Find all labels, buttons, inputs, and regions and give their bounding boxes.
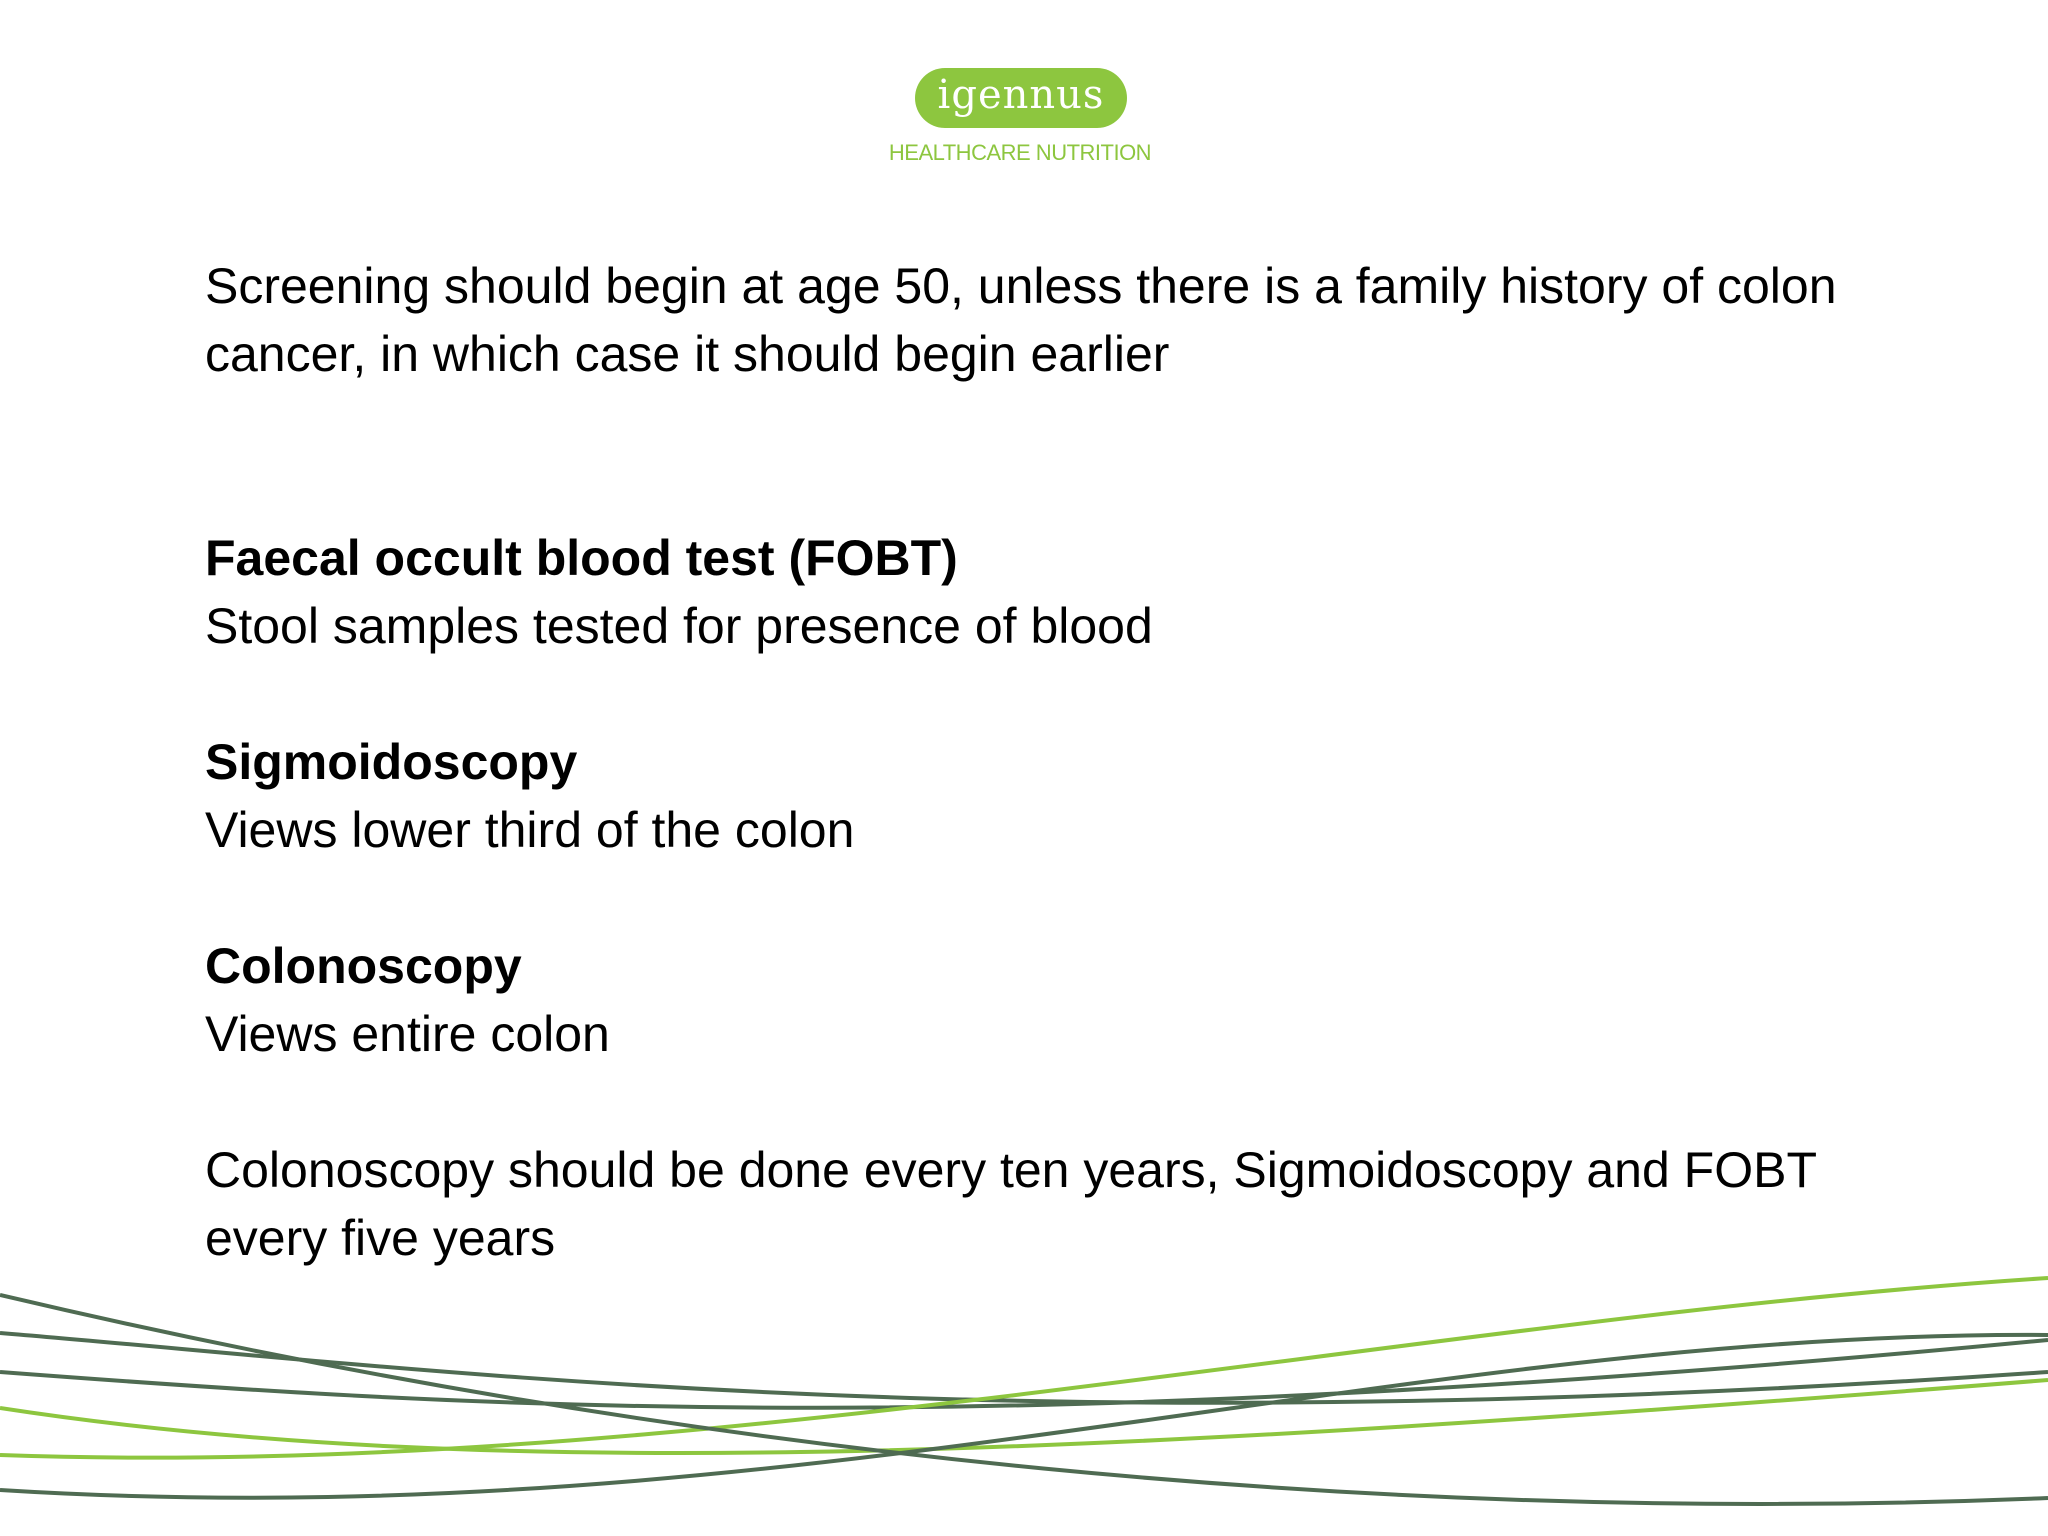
logo-pill bbox=[915, 68, 1127, 128]
test-title: Faecal occult blood test (FOBT) bbox=[205, 530, 958, 586]
test-title: Sigmoidoscopy bbox=[205, 734, 578, 790]
decorative-wave-lines bbox=[0, 1240, 2048, 1536]
test-description: Stool samples tested for presence of blood bbox=[205, 598, 1153, 654]
igennus-logo bbox=[860, 62, 1180, 172]
logo-wordmark: igennus bbox=[937, 72, 1105, 118]
slide-content bbox=[205, 252, 1905, 1272]
test-description: Views entire colon bbox=[205, 1006, 610, 1062]
screening-frequency: Colonoscopy should be done every ten years, Sigmoidoscopy and FOBT every five years bbox=[205, 1142, 1817, 1266]
wave-line-dark bbox=[0, 1340, 2048, 1408]
test-colonoscopy bbox=[205, 932, 1905, 1068]
test-title: Colonoscopy bbox=[205, 938, 522, 994]
test-sigmoidoscopy bbox=[205, 728, 1905, 864]
test-description: Views lower third of the colon bbox=[205, 802, 855, 858]
logo-tagline: HEALTHCARE NUTRITION bbox=[888, 140, 1152, 165]
test-fobt bbox=[205, 524, 1905, 660]
screening-intro: Screening should begin at age 50, unless there is a family history of colon cancer, in which case it should begin earlier bbox=[205, 258, 1837, 382]
